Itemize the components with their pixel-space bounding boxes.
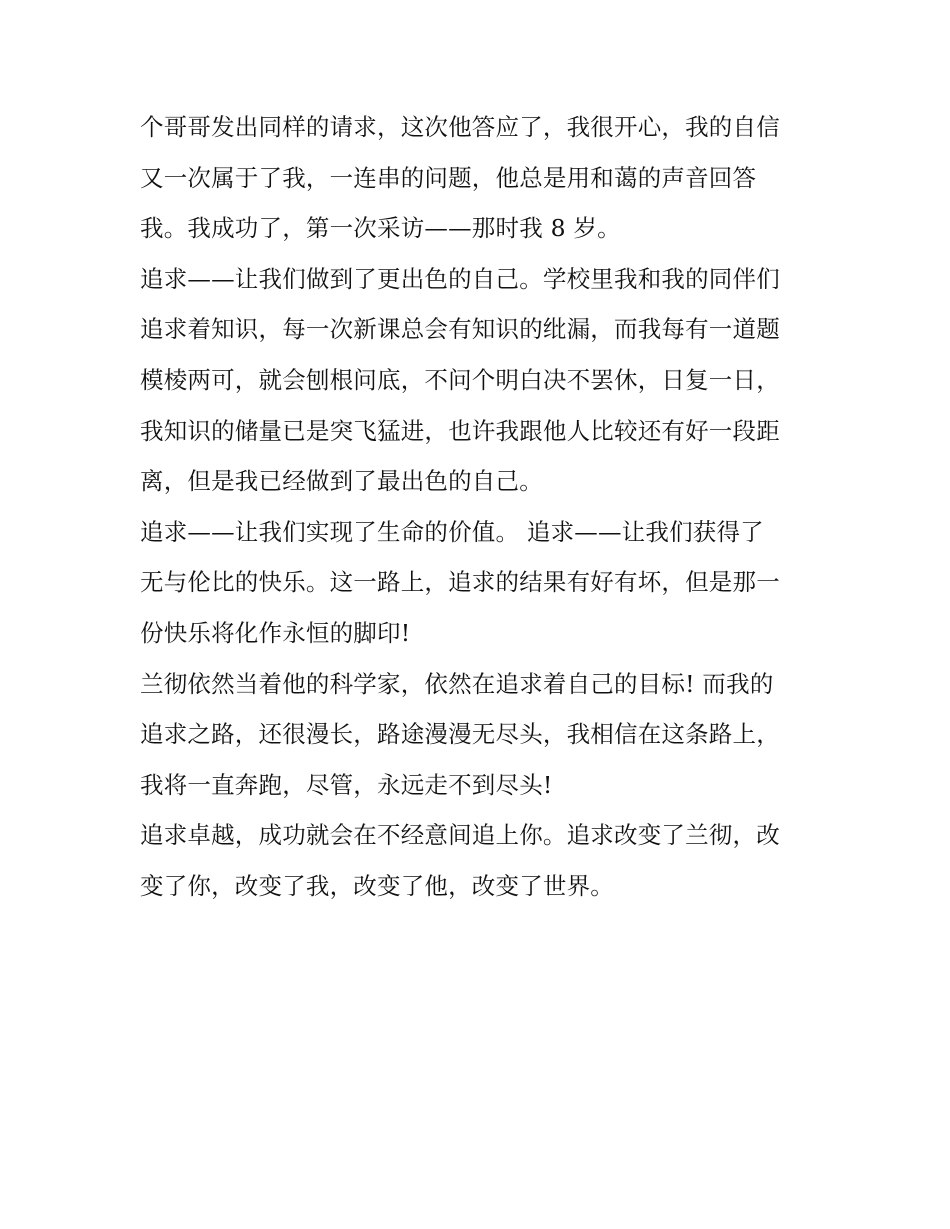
document-body: [140, 102, 820, 912]
text-line: 变了你，改变了我，改变了他，改变了世界。: [140, 871, 614, 900]
text-line: 我。我成功了，第一次采访——那时我 8 岁。: [140, 214, 621, 243]
text-line: 个哥哥发出同样的请求，这次他答应了，我很开心，我的自信: [140, 113, 780, 141]
text-line: 模棱两可，就会刨根问底，不问个明白决不罢休，日复一日，: [140, 365, 780, 394]
text-line: 追求之路，还很漫长，路途漫漫无尽头，我相信在这条路上，: [140, 720, 780, 749]
text-line: 兰彻依然当着他的科学家，依然在追求着自己的目标! 而我的: [140, 669, 774, 698]
text-line: 我将一直奔跑，尽管，永远走不到尽头!: [140, 770, 553, 799]
text-line: 无与伦比的快乐。这一路上，追求的结果有好有坏，但是那一: [140, 568, 780, 597]
text-line: 追求——让我们实现了生命的价值。 追求——让我们获得了: [140, 517, 764, 546]
text-line: 追求卓越，成功就会在不经意间追上你。追求改变了兰彻，改: [140, 821, 780, 850]
text-line: 离，但是我已经做到了最出色的自己。: [140, 467, 543, 496]
text-line: 份快乐将化作永恒的脚印!: [140, 618, 411, 647]
text-line: 追求着知识，每一次新课总会有知识的纰漏，而我每有一道题: [140, 315, 780, 344]
text-line: 追求——让我们做到了更出色的自己。学校里我和我的同伴们: [140, 264, 780, 293]
text-line: 我知识的储量已是突飞猛进，也许我跟他人比较还有好一段距: [140, 416, 780, 445]
text-line: 又一次属于了我，一连串的问题，他总是用和蔼的声音回答: [140, 163, 757, 192]
